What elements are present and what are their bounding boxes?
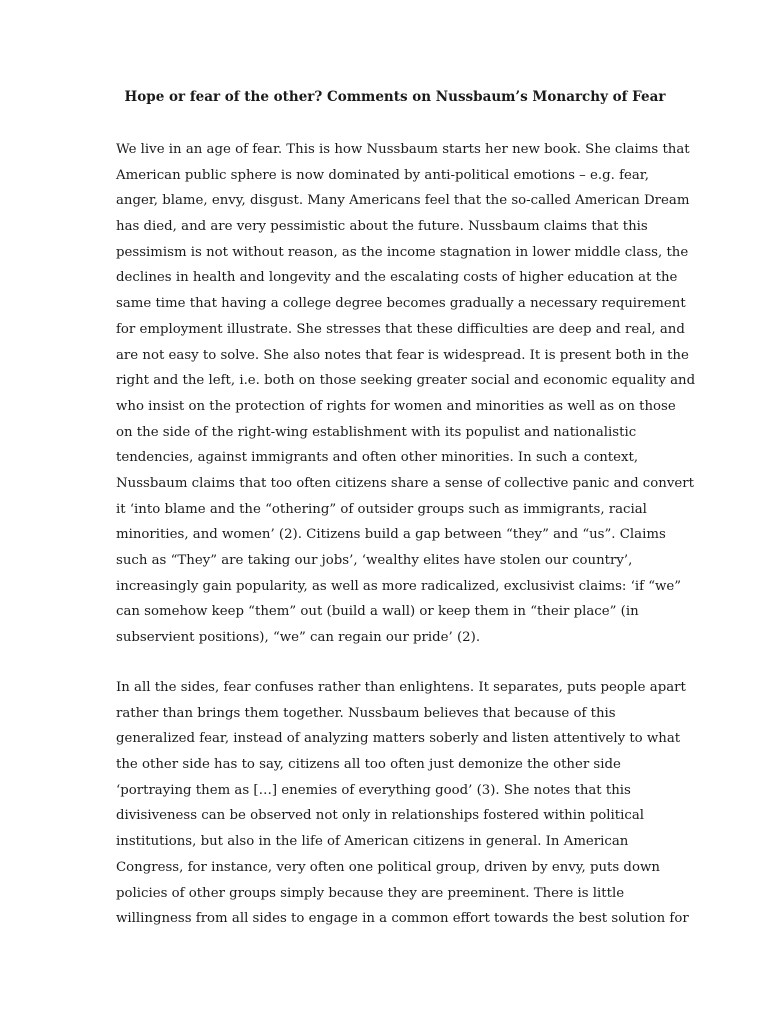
text-line: American public sphere is now dominated by anti-political emotions – e.g. fear, [116, 167, 649, 183]
paragraph-2 [116, 675, 696, 932]
text-line: on the side of the right-wing establishment with its populist and nationalistic [116, 424, 637, 440]
text-line: pessimism is not without reason, as the income stagnation in lower middle class, the [116, 244, 689, 260]
text-line: In all the sides, fear confuses rather than enlightens. It separates, puts people apart [116, 680, 686, 695]
document-title: Hope or fear of the other? Comments on Nussbaum’s Monarchy of Fear [124, 89, 666, 105]
text-line: subservient positions), “we” can regain our pride’ (2). [116, 630, 481, 646]
text-line: the other side has to say, citizens all too often just demonize the other side [116, 757, 621, 773]
text-line: divisiveness can be observed not only in relationships fostered within political [116, 808, 645, 824]
text-line: increasingly gain popularity, as well as more radicalized, exclusivist claims: ‘if “we” [116, 578, 682, 594]
text-line: Nussbaum claims that too often citizens share a sense of collective panic and convert [116, 475, 694, 491]
text-line: anger, blame, envy, disgust. Many Americans feel that the so-called American Dream [116, 193, 690, 209]
text-line: for employment illustrate. She stresses that these difficulties are deep and real, and [116, 321, 685, 337]
text-line: has died, and are very pessimistic about the future. Nussbaum claims that this [116, 219, 648, 235]
text-line: policies of other groups simply because they are preeminent. There is little [116, 885, 625, 901]
text-line: it ‘into blame and the “othering” of outsider groups such as immigrants, racial [116, 501, 647, 517]
text-line: right and the left, i.e. both on those seeking greater social and economic equality and [116, 373, 696, 389]
text-line: same time that having a college degree becomes gradually a necessary requirement [116, 296, 686, 312]
text-line: can somehow keep “them” out (build a wall) or keep them in “their place” (in [116, 604, 639, 620]
text-line: declines in health and longevity and the escalating costs of higher education at the [116, 270, 678, 286]
text-line: generalized fear, instead of analyzing matters soberly and listen attentively to what [116, 731, 681, 747]
text-line: rather than brings them together. Nussbaum believes that because of this [116, 705, 616, 721]
text-line: We live in an age of fear. This is how Nussbaum starts her new book. She claims that [116, 142, 690, 157]
text-line: such as “They” are taking our jobs’, ‘wealthy elites have stolen our country’, [116, 553, 633, 568]
paragraph-1 [116, 137, 696, 651]
text-line: institutions, but also in the life of American citizens in general. In American [116, 834, 629, 850]
text-line: who insist on the protection of rights for women and minorities as well as on those [116, 398, 676, 414]
text-line: willingness from all sides to engage in a common effort towards the best solution for [116, 911, 689, 927]
text-line: ‘portraying them as […] enemies of everything good’ (3). She notes that this [116, 782, 631, 798]
text-line: are not easy to solve. She also notes that fear is widespread. It is present both in the [116, 347, 689, 363]
text-line: minorities, and women’ (2). Citizens build a gap between “they” and “us”. Claims [116, 527, 666, 543]
text-line: Congress, for instance, very often one political group, driven by envy, puts down [116, 859, 660, 875]
text-line: tendencies, against immigrants and often other minorities. In such a context, [116, 450, 639, 466]
